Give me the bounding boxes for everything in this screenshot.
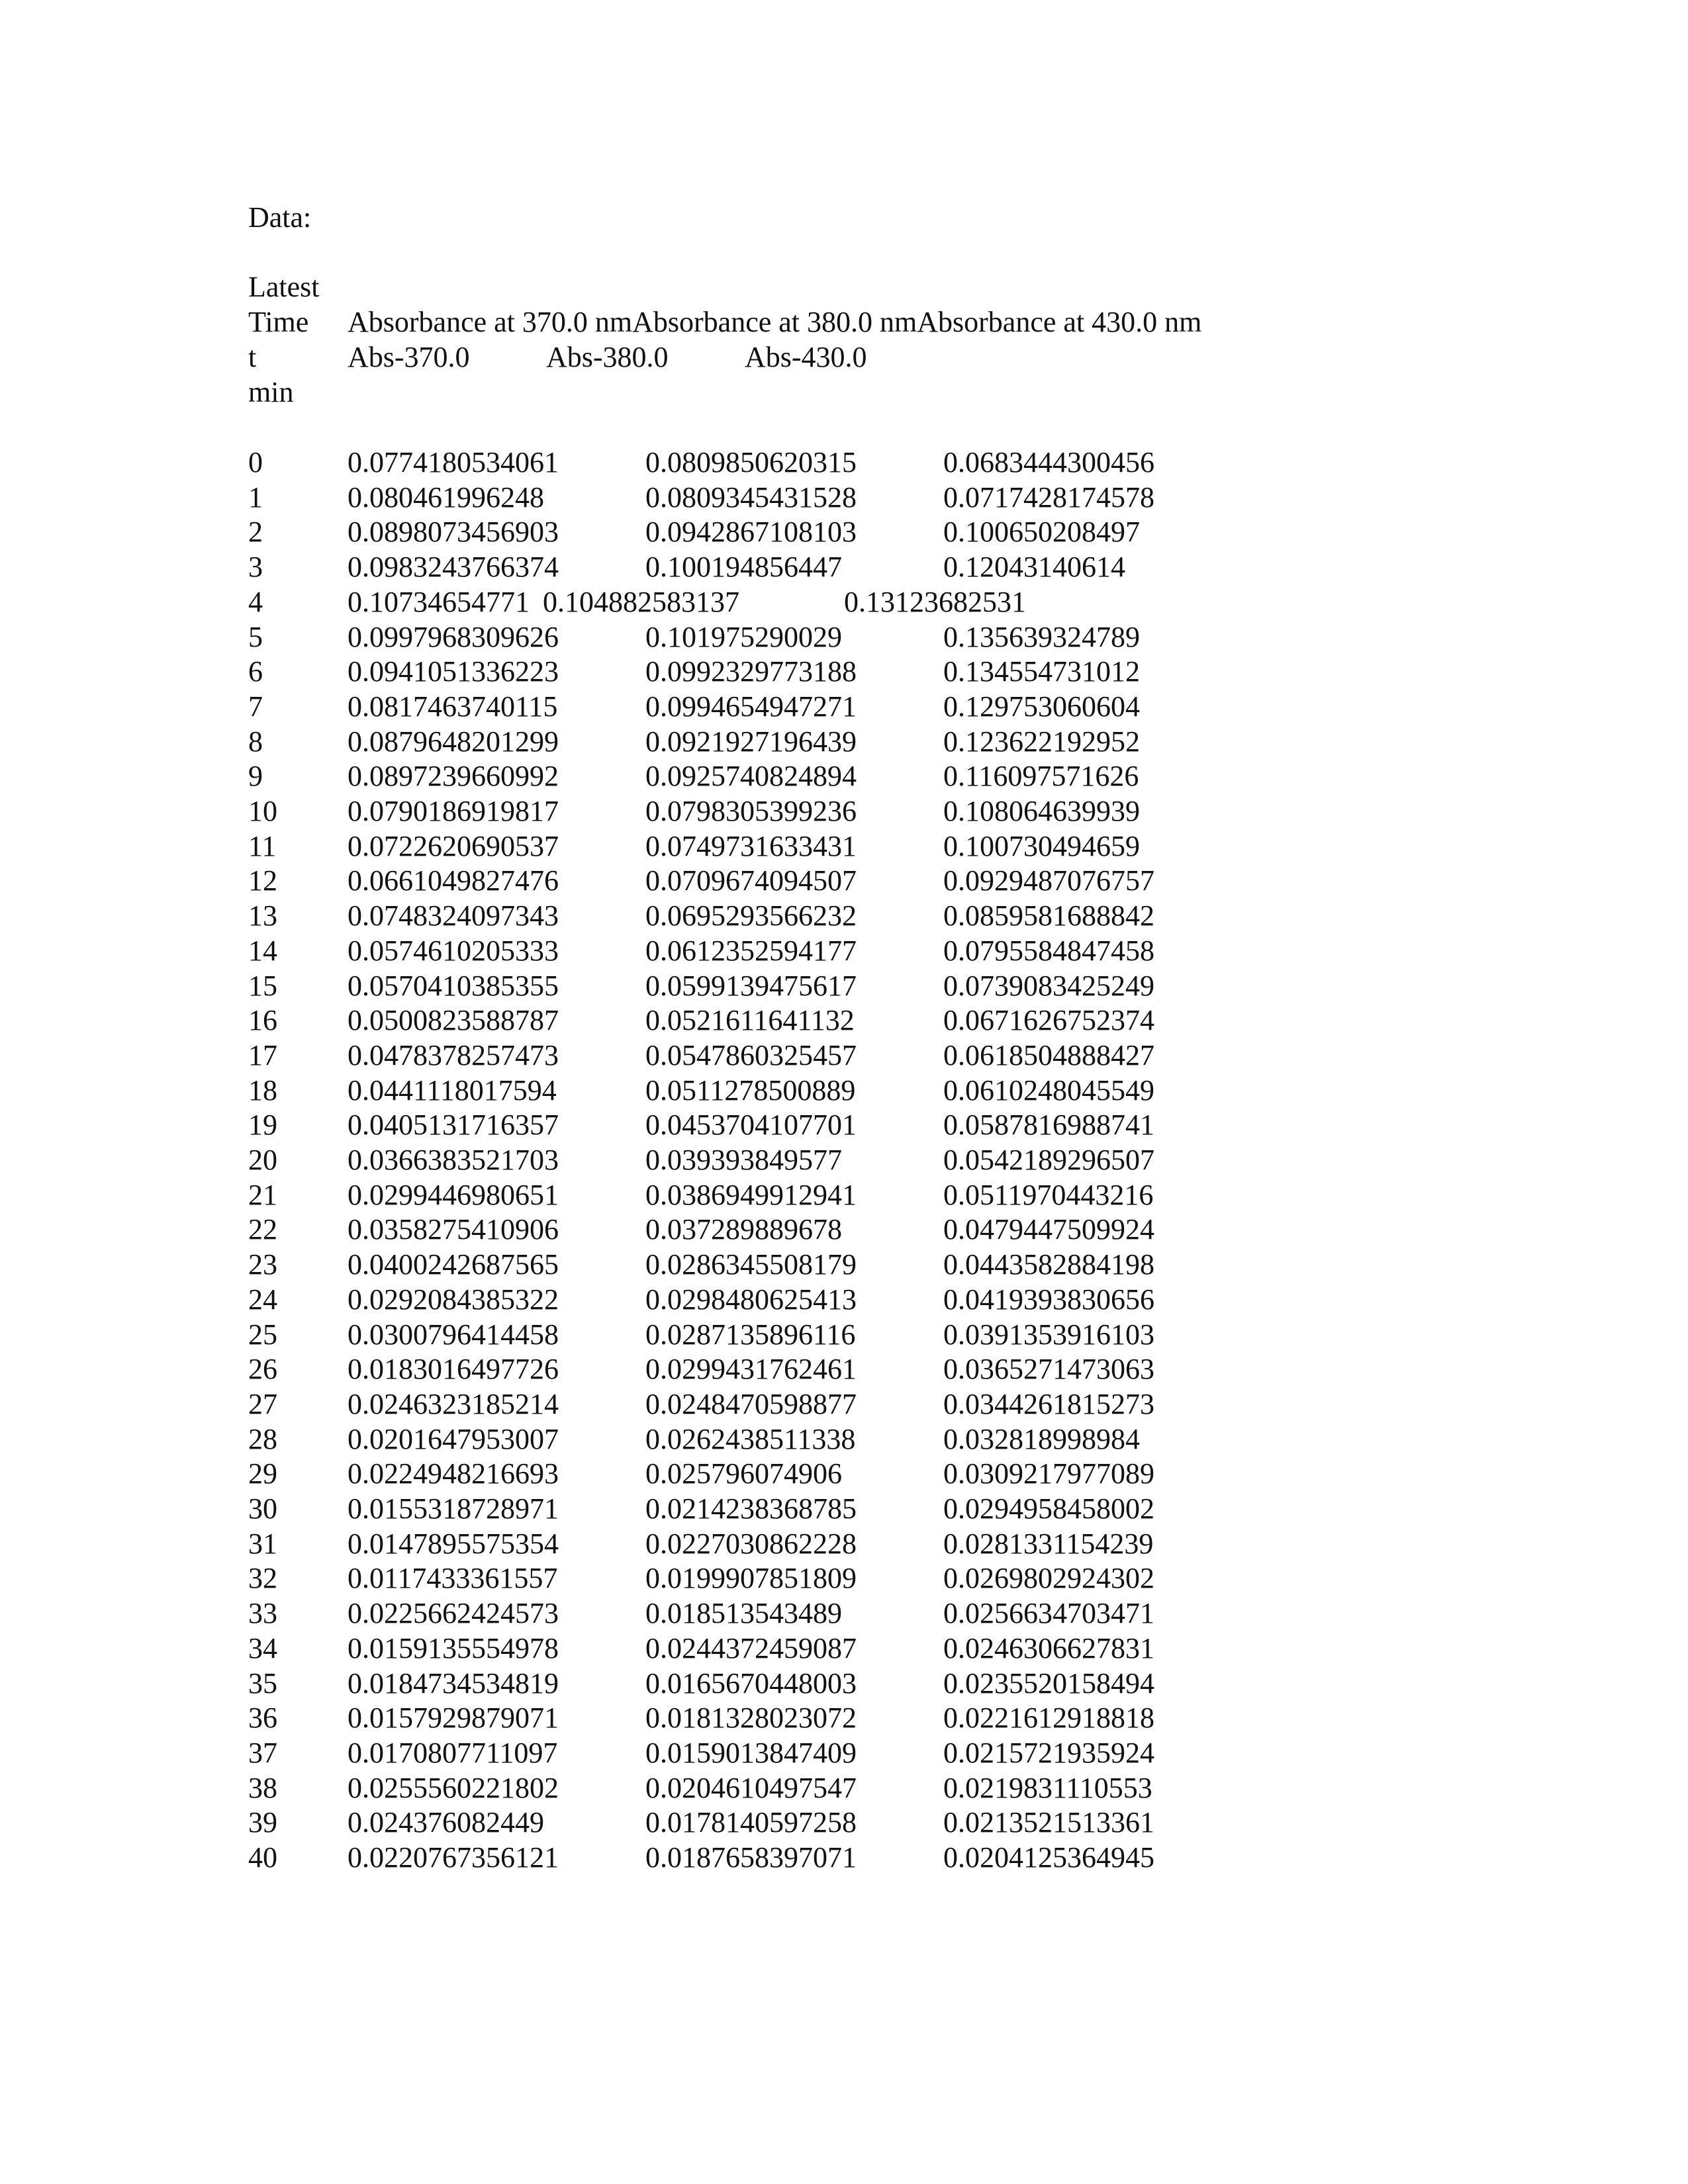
time-cell: 24 (248, 1283, 277, 1316)
abs-430-cell: 0.0795584847458 (943, 934, 1154, 967)
table-row (0, 1247, 1688, 1282)
table-row (0, 1212, 1688, 1247)
abs-380-cell: 0.0612352594177 (645, 934, 857, 967)
abs-430-cell: 0.100650208497 (943, 516, 1140, 548)
time-cell: 16 (248, 1004, 277, 1036)
abs-370-cell: 0.0366383521703 (348, 1144, 559, 1176)
abs-430-cell: 0.0256634703471 (943, 1597, 1154, 1629)
abs-370-cell: 0.0246323185214 (348, 1388, 559, 1420)
abs-430-cell: 0.0219831110553 (943, 1772, 1152, 1804)
time-cell: 5 (248, 621, 263, 653)
abs-430-cell: 0.0391353916103 (943, 1318, 1154, 1351)
time-cell: 23 (248, 1248, 277, 1281)
abs-380-cell: 0.0709674094507 (645, 864, 857, 897)
table-row (0, 933, 1688, 968)
table-row (0, 794, 1688, 829)
abs-380-cell: 0.0547860325457 (645, 1039, 857, 1071)
abs-430-cell: 0.135639324789 (943, 621, 1140, 653)
table-row (0, 968, 1688, 1003)
abs-380-cell: 0.018513543489 (645, 1597, 842, 1629)
abs-430-cell: 0.0587816988741 (943, 1109, 1154, 1141)
abs-380-cell: 0.025796074906 (645, 1457, 842, 1490)
abs-380-cell: 0.037289889678 (645, 1213, 842, 1246)
time-cell: 2 (248, 516, 263, 548)
time-cell: 1 (248, 481, 263, 514)
time-cell: 14 (248, 934, 277, 967)
abs-370-cell: 0.0159135554978 (348, 1632, 559, 1664)
abs-370-cell: 0.0879648201299 (348, 725, 559, 758)
abs-380-cell: 0.0798305399236 (645, 795, 857, 827)
abs-430-cell: 0.0365271473063 (943, 1353, 1154, 1385)
abs-430-cell: 0.0443582884198 (943, 1248, 1154, 1281)
time-cell: 26 (248, 1353, 277, 1385)
abs-380-cell: 0.0994654947271 (645, 690, 857, 723)
abs-380-cell: 0.0159013847409 (645, 1737, 857, 1769)
abs-370-cell: 0.0117433361557 (348, 1562, 558, 1594)
abs-430-cell: 0.123622192952 (943, 725, 1140, 758)
abs-430-cell: 0.0294958458002 (943, 1492, 1154, 1525)
abs-370-cell: 0.0157929879071 (348, 1702, 559, 1734)
table-row (0, 1282, 1688, 1317)
abs-370-cell: 0.0358275410906 (348, 1213, 559, 1246)
time-cell: 29 (248, 1457, 277, 1490)
table-row (0, 1387, 1688, 1422)
time-cell: 37 (248, 1737, 277, 1769)
abs-430-cell: 0.100730494659 (943, 830, 1140, 862)
abs-370-cell: 0.0817463740115 (348, 690, 558, 723)
abs-370-cell: 0.0897239660992 (348, 760, 559, 792)
abs-380-cell: 0.101975290029 (645, 621, 842, 653)
abs-370-cell: 0.0255560221802 (348, 1772, 559, 1804)
abs-430-cell: 0.134554731012 (943, 655, 1140, 688)
abs-370-cell: 0.0983243766374 (348, 551, 559, 583)
heading: Data: (248, 201, 312, 234)
abs-430-cell: 0.129753060604 (943, 690, 1140, 723)
abs-380-cell: 0.0992329773188 (645, 655, 857, 688)
abs-380-cell: 0.0199907851809 (645, 1562, 857, 1594)
table-row (0, 1631, 1688, 1666)
abs-370-cell: 0.0790186919817 (348, 795, 559, 827)
abs-430-cell: 0.0542189296507 (943, 1144, 1154, 1176)
time-cell: 11 (248, 830, 277, 862)
table-row (0, 514, 1688, 549)
abs-370-cell: 0.0661049827476 (348, 864, 559, 897)
abs-380-cell: 0.0214238368785 (645, 1492, 857, 1525)
abs-370-cell: 0.0941051336223 (348, 655, 559, 688)
table-row (0, 1177, 1688, 1212)
table-row (0, 1317, 1688, 1352)
abs-380-cell: 0.0521611641132 (645, 1004, 855, 1036)
header-long-names: Absorbance at 370.0 nmAbsorbance at 380.0 nmAbsorbance at 430.0 nm (348, 306, 1202, 338)
table-row (0, 898, 1688, 933)
table-row (0, 1840, 1688, 1875)
time-cell: 17 (248, 1039, 277, 1071)
abs-430-cell: 0.0246306627831 (943, 1632, 1154, 1664)
table-row (0, 654, 1688, 689)
abs-370-cell: 0.0155318728971 (348, 1492, 559, 1525)
table-row (0, 1003, 1688, 1038)
time-cell: 8 (248, 725, 263, 758)
header-short-name-430: Abs-430.0 (745, 341, 867, 373)
abs-380-cell: 0.039393849577 (645, 1144, 842, 1176)
abs-430-cell: 0.0215721935924 (943, 1737, 1154, 1769)
abs-430-cell: 0.108064639939 (943, 795, 1140, 827)
abs-370-cell: 0.0400242687565 (348, 1248, 559, 1281)
abs-370-cell: 0.0500823588787 (348, 1004, 559, 1036)
time-cell: 10 (248, 795, 277, 827)
table-row (0, 863, 1688, 898)
abs-380-cell: 0.0204610497547 (645, 1772, 857, 1804)
time-cell: 0 (248, 446, 263, 478)
abs-370-cell: 0.0570410385355 (348, 970, 559, 1002)
abs-370-cell: 0.0183016497726 (348, 1353, 559, 1385)
abs-370-cell: 0.0300796414458 (348, 1318, 559, 1351)
time-cell: 38 (248, 1772, 277, 1804)
abs-430-cell: 0.0859581688842 (943, 899, 1154, 932)
abs-380-cell: 0.0227030862228 (645, 1527, 857, 1560)
abs-430-cell: 0.0235520158494 (943, 1667, 1154, 1700)
time-cell: 35 (248, 1667, 277, 1700)
time-cell: 31 (248, 1527, 277, 1560)
time-cell: 19 (248, 1109, 277, 1141)
time-cell: 6 (248, 655, 263, 688)
time-cell: 20 (248, 1144, 277, 1176)
abs-380-cell: 0.0453704107701 (645, 1109, 857, 1141)
table-row (0, 1142, 1688, 1177)
abs-370-cell: 0.0225662424573 (348, 1597, 559, 1629)
header-time-time: Time (248, 306, 309, 338)
abs-370-cell: 0.0898073456903 (348, 516, 559, 548)
abs-430-cell: 0.0683444300456 (943, 446, 1154, 478)
time-cell: 15 (248, 970, 277, 1002)
table-row (0, 1596, 1688, 1631)
abs-430-cell: 0.0929487076757 (943, 864, 1154, 897)
table-row (0, 1735, 1688, 1770)
abs-370-cell: 0.0184734534819 (348, 1667, 559, 1700)
abs-370-cell: 0.024376082449 (348, 1806, 544, 1839)
abs-380-cell: 0.0599139475617 (645, 970, 857, 1002)
table-row (0, 549, 1688, 584)
table-row (0, 584, 1688, 619)
abs-380-cell: 0.0695293566232 (645, 899, 857, 932)
abs-380-cell: 0.0248470598877 (645, 1388, 857, 1420)
abs-430-cell: 0.0511970443216 (943, 1179, 1154, 1211)
abs-380-cell: 0.0925740824894 (645, 760, 857, 792)
abs-430-cell: 0.0717428174578 (943, 481, 1154, 514)
table-row (0, 480, 1688, 515)
table-row (0, 1526, 1688, 1561)
abs-370-cell: 0.0774180534061 (348, 446, 559, 478)
table-row (0, 1038, 1688, 1073)
abs-370-cell: 0.0748324097343 (348, 899, 559, 932)
header-short-name-370: Abs-370.0 (348, 341, 470, 373)
abs-430-cell: 0.116097571626 (943, 760, 1139, 792)
time-cell: 28 (248, 1423, 277, 1455)
abs-370-cell: 0.0147895575354 (348, 1527, 559, 1560)
time-cell: 22 (248, 1213, 277, 1246)
abs-380-cell: 0.0181328023072 (645, 1702, 857, 1734)
abs-430-cell: 0.0221612918818 (943, 1702, 1154, 1734)
abs-430-cell: 0.0671626752374 (943, 1004, 1154, 1036)
table-row (0, 1422, 1688, 1457)
time-cell: 39 (248, 1806, 277, 1839)
time-cell: 33 (248, 1597, 277, 1629)
abs-430-cell: 0.0610248045549 (943, 1074, 1154, 1107)
time-cell: 4 (248, 586, 263, 618)
table-row (0, 1561, 1688, 1596)
header-time-latest: Latest (248, 271, 320, 303)
abs-380-cell: 0.0262438511338 (645, 1423, 856, 1455)
abs-380-cell: 0.0809345431528 (645, 481, 857, 514)
abs-380-cell: 0.0287135896116 (645, 1318, 856, 1351)
table-row (0, 1456, 1688, 1491)
abs-380-cell: 0.0749731633431 (645, 830, 857, 862)
abs-380-cell: 0.0809850620315 (645, 446, 857, 478)
time-cell: 36 (248, 1702, 277, 1734)
abs-430-cell: 0.0344261815273 (943, 1388, 1154, 1420)
abs-430-cell: 0.0213521513361 (943, 1806, 1154, 1839)
abs-430-cell: 0.0479447509924 (943, 1213, 1154, 1246)
abs-370-cell: 0.10734654771 (348, 586, 530, 618)
table-row (0, 724, 1688, 759)
abs-380-cell: 0.0187658397071 (645, 1841, 857, 1874)
table-row (0, 689, 1688, 724)
table-row (0, 1666, 1688, 1701)
abs-430-cell: 0.0281331154239 (943, 1527, 1154, 1560)
table-row (0, 829, 1688, 864)
abs-430-cell: 0.12043140614 (943, 551, 1125, 583)
abs-430-cell: 0.0618504888427 (943, 1039, 1154, 1071)
abs-380-cell: 0.0921927196439 (645, 725, 857, 758)
abs-370-cell: 0.0441118017594 (348, 1074, 557, 1107)
abs-380-cell: 0.0165670448003 (645, 1667, 857, 1700)
abs-380-cell: 0.0244372459087 (645, 1632, 857, 1664)
table-row (0, 445, 1688, 480)
abs-430-cell: 0.0739083425249 (943, 970, 1154, 1002)
abs-370-cell: 0.0220767356121 (348, 1841, 559, 1874)
abs-430-cell: 0.0309217977089 (943, 1457, 1154, 1490)
abs-380-cell: 0.0178140597258 (645, 1806, 857, 1839)
abs-380-cell: 0.0511278500889 (645, 1074, 856, 1107)
abs-380-cell: 0.104882583137 (543, 586, 739, 618)
abs-380-cell: 0.0299431762461 (645, 1353, 857, 1385)
header-time-min: min (248, 376, 294, 408)
table-row (0, 1073, 1688, 1108)
abs-430-cell: 0.0204125364945 (943, 1841, 1154, 1874)
abs-370-cell: 0.0224948216693 (348, 1457, 559, 1490)
time-cell: 3 (248, 551, 263, 583)
header-time-t: t (248, 341, 257, 373)
abs-370-cell: 0.0201647953007 (348, 1423, 559, 1455)
abs-370-cell: 0.0722620690537 (348, 830, 559, 862)
time-cell: 30 (248, 1492, 277, 1525)
abs-370-cell: 0.0574610205333 (348, 934, 559, 967)
table-row (0, 1107, 1688, 1142)
time-cell: 40 (248, 1841, 277, 1874)
table-row (0, 758, 1688, 794)
table-row (0, 1491, 1688, 1526)
table-row (0, 1351, 1688, 1387)
abs-370-cell: 0.0478378257473 (348, 1039, 559, 1071)
time-cell: 32 (248, 1562, 277, 1594)
table-row (0, 1700, 1688, 1735)
abs-370-cell: 0.0292084385322 (348, 1283, 559, 1316)
time-cell: 25 (248, 1318, 277, 1351)
table-row (0, 1805, 1688, 1840)
abs-380-cell: 0.0298480625413 (645, 1283, 857, 1316)
abs-430-cell: 0.0269802924302 (943, 1562, 1154, 1594)
table-row (0, 1770, 1688, 1805)
abs-430-cell: 0.13123682531 (844, 586, 1026, 618)
abs-370-cell: 0.080461996248 (348, 481, 544, 514)
abs-380-cell: 0.0286345508179 (645, 1248, 857, 1281)
abs-370-cell: 0.0299446980651 (348, 1179, 559, 1211)
abs-430-cell: 0.0419393830656 (943, 1283, 1154, 1316)
time-cell: 27 (248, 1388, 277, 1420)
abs-370-cell: 0.0997968309626 (348, 621, 559, 653)
abs-430-cell: 0.032818998984 (943, 1423, 1140, 1455)
abs-370-cell: 0.0405131716357 (348, 1109, 559, 1141)
time-cell: 21 (248, 1179, 277, 1211)
abs-380-cell: 0.0942867108103 (645, 516, 857, 548)
table-row (0, 619, 1688, 655)
header-short-name-380: Abs-380.0 (546, 341, 669, 373)
time-cell: 12 (248, 864, 277, 897)
abs-380-cell: 0.0386949912941 (645, 1179, 857, 1211)
abs-370-cell: 0.0170807711097 (348, 1737, 558, 1769)
time-cell: 7 (248, 690, 263, 723)
time-cell: 13 (248, 899, 277, 932)
time-cell: 34 (248, 1632, 277, 1664)
time-cell: 18 (248, 1074, 277, 1107)
time-cell: 9 (248, 760, 263, 792)
abs-380-cell: 0.100194856447 (645, 551, 842, 583)
